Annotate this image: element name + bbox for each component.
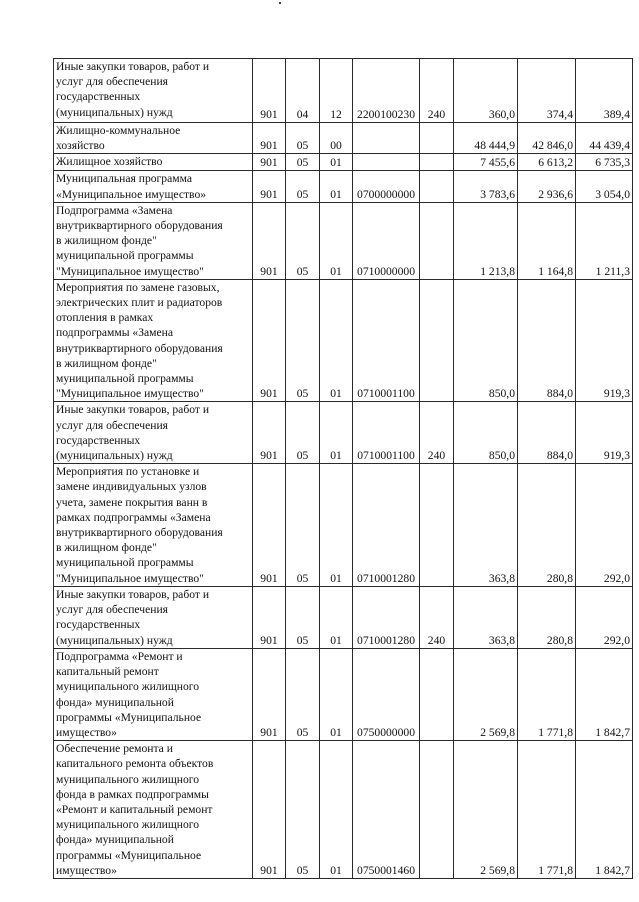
subsection-code-cell: 01 <box>320 171 353 202</box>
subsection-code-cell: 01 <box>320 279 353 402</box>
amount-year2-cell: 1 164,8 <box>518 202 576 279</box>
amount-year2-cell: 280,8 <box>518 464 576 587</box>
subsection-code-cell: 12 <box>320 59 353 123</box>
grbs-code-cell: 901 <box>253 741 286 879</box>
item-name-cell: Иные закупки товаров, работ и услуг для обеспечения государственных (муниципальных) нужд <box>54 59 253 123</box>
amount-year2-cell: 884,0 <box>518 402 576 464</box>
expense-type-cell: 240 <box>420 59 454 123</box>
amount-year1-cell: 7 455,6 <box>454 154 518 171</box>
grbs-code-cell: 901 <box>253 279 286 402</box>
expense-type-cell <box>420 464 454 587</box>
amount-year3-cell: 6 735,3 <box>576 154 633 171</box>
subsection-code-cell: 01 <box>320 586 353 648</box>
amount-year1-cell: 2 569,8 <box>454 648 518 740</box>
section-code-cell: 05 <box>286 648 320 740</box>
expense-type-cell <box>420 171 454 202</box>
table-row <box>54 741 633 879</box>
grbs-code-cell: 901 <box>253 648 286 740</box>
grbs-code-cell: 901 <box>253 202 286 279</box>
target-article-cell: 0710001280 <box>353 586 420 648</box>
amount-year2-cell: 2 936,6 <box>518 171 576 202</box>
amount-year3-cell: 3 054,0 <box>576 171 633 202</box>
section-code-cell: 05 <box>286 171 320 202</box>
item-name-cell: Жилищное хозяйство <box>54 154 253 171</box>
target-article-cell: 0710000000 <box>353 202 420 279</box>
amount-year1-cell: 1 213,8 <box>454 202 518 279</box>
item-name-cell: Иные закупки товаров, работ и услуг для обеспечения государственных (муниципальных) нужд <box>54 402 253 464</box>
table-row <box>54 59 633 123</box>
budget-table <box>53 58 633 879</box>
item-name-cell: Мероприятия по замене газовых, электрических плит и радиаторов отопления в рамках подпрограммы «Замена внутриквартирного оборудования в жилищном фонде" муниципальной программы "Муниципальное имущество" <box>54 279 253 402</box>
amount-year1-cell: 2 569,8 <box>454 741 518 879</box>
expense-type-cell <box>420 741 454 879</box>
amount-year1-cell: 850,0 <box>454 279 518 402</box>
item-name-cell: Жилищно-коммунальное хозяйство <box>54 123 253 154</box>
amount-year2-cell: 1 771,8 <box>518 648 576 740</box>
grbs-code-cell: 901 <box>253 154 286 171</box>
amount-year3-cell: 44 439,4 <box>576 123 633 154</box>
amount-year2-cell: 884,0 <box>518 279 576 402</box>
subsection-code-cell: 01 <box>320 648 353 740</box>
scan-speck <box>279 2 281 4</box>
section-code-cell: 05 <box>286 402 320 464</box>
target-article-cell: 0750001460 <box>353 741 420 879</box>
table-row <box>54 123 633 154</box>
item-name-cell: Иные закупки товаров, работ и услуг для обеспечения государственных (муниципальных) нужд <box>54 586 253 648</box>
amount-year3-cell: 292,0 <box>576 464 633 587</box>
target-article-cell: 0710001100 <box>353 279 420 402</box>
amount-year1-cell: 360,0 <box>454 59 518 123</box>
expense-type-cell <box>420 279 454 402</box>
grbs-code-cell: 901 <box>253 464 286 587</box>
expense-type-cell <box>420 648 454 740</box>
amount-year1-cell: 363,8 <box>454 464 518 587</box>
section-code-cell: 05 <box>286 279 320 402</box>
amount-year3-cell: 1 211,3 <box>576 202 633 279</box>
amount-year1-cell: 850,0 <box>454 402 518 464</box>
section-code-cell: 05 <box>286 586 320 648</box>
section-code-cell: 05 <box>286 741 320 879</box>
amount-year2-cell: 280,8 <box>518 586 576 648</box>
item-name-cell: Обеспечение ремонта и капитального ремонта объектов муниципального жилищного фонда в рамках подпрограммы «Ремонт и капитальный ремонт муниципального жилищного фонда» муниципальной программы «Муниципальное имущество» <box>54 741 253 879</box>
expense-type-cell <box>420 154 454 171</box>
grbs-code-cell: 901 <box>253 171 286 202</box>
target-article-cell: 0700000000 <box>353 171 420 202</box>
section-code-cell: 05 <box>286 464 320 587</box>
table-row <box>54 402 633 464</box>
amount-year2-cell: 1 771,8 <box>518 741 576 879</box>
amount-year2-cell: 374,4 <box>518 59 576 123</box>
target-article-cell <box>353 154 420 171</box>
amount-year1-cell: 48 444,9 <box>454 123 518 154</box>
table-row <box>54 279 633 402</box>
amount-year3-cell: 919,3 <box>576 279 633 402</box>
amount-year3-cell: 919,3 <box>576 402 633 464</box>
grbs-code-cell: 901 <box>253 59 286 123</box>
section-code-cell: 05 <box>286 123 320 154</box>
amount-year3-cell: 1 842,7 <box>576 648 633 740</box>
expense-type-cell: 240 <box>420 586 454 648</box>
target-article-cell: 0750000000 <box>353 648 420 740</box>
item-name-cell: Муниципальная программа «Муниципальное имущество» <box>54 171 253 202</box>
amount-year3-cell: 1 842,7 <box>576 741 633 879</box>
table-row <box>54 154 633 171</box>
target-article-cell <box>353 123 420 154</box>
amount-year2-cell: 6 613,2 <box>518 154 576 171</box>
item-name-cell: Подпрограмма «Ремонт и капитальный ремонт муниципального жилищного фонда» муниципальной программы «Муниципальное имущество» <box>54 648 253 740</box>
expense-type-cell <box>420 123 454 154</box>
subsection-code-cell: 00 <box>320 123 353 154</box>
item-name-cell: Подпрограмма «Замена внутриквартирного оборудования в жилищном фонде" муниципальной программы "Муниципальное имущество" <box>54 202 253 279</box>
expense-type-cell <box>420 202 454 279</box>
subsection-code-cell: 01 <box>320 741 353 879</box>
subsection-code-cell: 01 <box>320 402 353 464</box>
table-row <box>54 464 633 587</box>
target-article-cell: 0710001100 <box>353 402 420 464</box>
grbs-code-cell: 901 <box>253 586 286 648</box>
section-code-cell: 05 <box>286 154 320 171</box>
target-article-cell: 0710001280 <box>353 464 420 587</box>
amount-year3-cell: 389,4 <box>576 59 633 123</box>
subsection-code-cell: 01 <box>320 464 353 587</box>
table-row <box>54 171 633 202</box>
subsection-code-cell: 01 <box>320 154 353 171</box>
grbs-code-cell: 901 <box>253 402 286 464</box>
expense-type-cell: 240 <box>420 402 454 464</box>
section-code-cell: 05 <box>286 202 320 279</box>
section-code-cell: 04 <box>286 59 320 123</box>
table-row <box>54 586 633 648</box>
subsection-code-cell: 01 <box>320 202 353 279</box>
table-row <box>54 202 633 279</box>
amount-year2-cell: 42 846,0 <box>518 123 576 154</box>
item-name-cell: Мероприятия по установке и замене индивидуальных узлов учета, замене покрытия ванн в рамках подпрограммы «Замена внутриквартирного оборудования в жилищном фонде" муниципальной программы "Муниципальное имущество" <box>54 464 253 587</box>
amount-year1-cell: 363,8 <box>454 586 518 648</box>
target-article-cell: 2200100230 <box>353 59 420 123</box>
table-row <box>54 648 633 740</box>
amount-year1-cell: 3 783,6 <box>454 171 518 202</box>
amount-year3-cell: 292,0 <box>576 586 633 648</box>
grbs-code-cell: 901 <box>253 123 286 154</box>
